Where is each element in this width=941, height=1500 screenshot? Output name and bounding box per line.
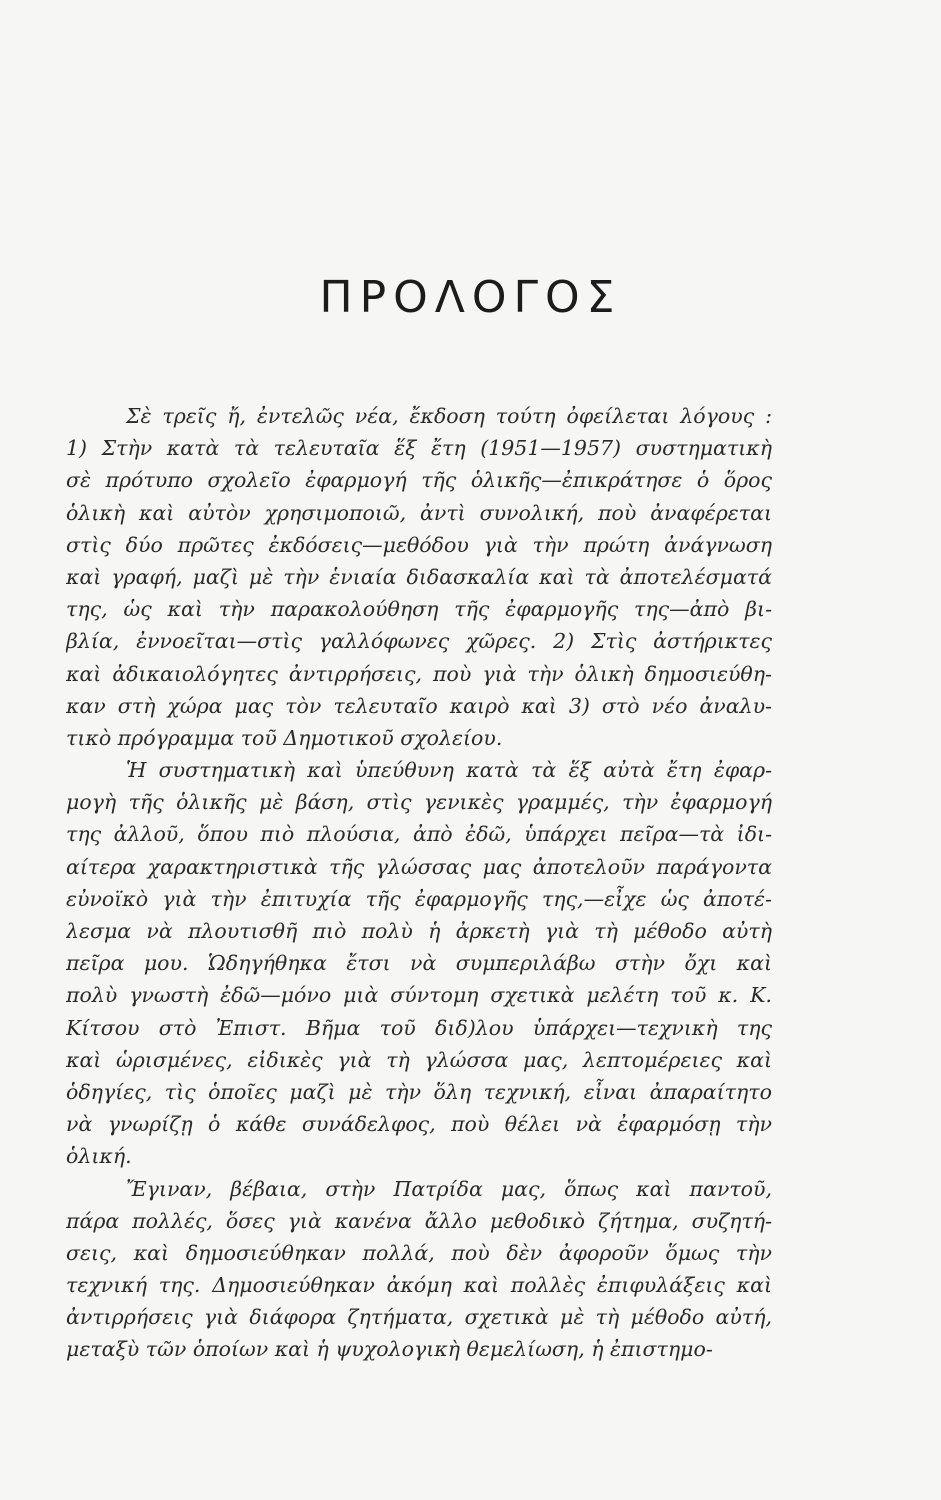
text-line: στὶς δύο πρῶτες ἐκδόσεις—μεθόδου γιὰ τὴν πρώτη ἀνάγνωση bbox=[66, 532, 772, 557]
text-line: 1) Στὴν κατὰ τὰ τελευταῖα ἕξ ἔτη (1951—1957) συστηματικὴ bbox=[66, 436, 772, 461]
text-line: μογὴ τῆς ὁλικῆς μὲ βάση, στὶς γενικὲς γραμμές, τὴν ἐφαρμογή bbox=[66, 790, 772, 815]
text-line: Σὲ τρεῖς ἤ, ἐντελῶς νέα, ἔκδοση τούτη ὀφείλεται λόγους : bbox=[126, 404, 772, 428]
text-line: λεσμα νὰ πλουτισθῆ πιὸ πολὺ ἡ ἀρκετὴ γιὰ τὴ μέθοδο αὐτὴ bbox=[66, 919, 772, 943]
text-line: ὁλική. bbox=[66, 1144, 132, 1169]
text-line: καὶ γραφή, μαζὶ μὲ τὴν ἑνιαία διδασκαλία καὶ τὰ ἀποτελέσματά bbox=[66, 564, 772, 589]
text-line: ὁλικὴ καὶ αὐτὸν χρησιμοποιῶ, ἀντὶ συνολική, ποὺ ἀναφέρεται bbox=[66, 500, 772, 525]
text-line: πάρα πολλές, ὅσες γιὰ κανένα ἄλλο μεθοδικὸ ζήτημα, συζητή- bbox=[66, 1208, 772, 1233]
text-line: της, ὡς καὶ τὴν παρακολούθηση τῆς ἐφαρμογῆς της—ἀπὸ βι- bbox=[66, 597, 772, 622]
text-line: βλία, ἐννοεῖται—στὶς γαλλόφωνες χῶρες. 2) Στὶς ἀστήρικτες bbox=[66, 629, 772, 654]
text-line: τικὸ πρόγραμμα τοῦ Δημοτικοῦ σχολείου. bbox=[66, 725, 503, 750]
text-line: νὰ γνωρίζῃ ὁ κάθε συνάδελφος, ποὺ θέλει νὰ ἐφαρμόσῃ τὴν bbox=[66, 1112, 772, 1137]
text-line: καν στὴ χώρα μας τὸν τελευταῖο καιρὸ καὶ 3) στὸ νέο ἀναλυ- bbox=[66, 693, 772, 718]
page-title: ΠΡΟΛΟΓΟΣ bbox=[319, 272, 622, 323]
text-line: καὶ ἀδικαιολόγητες ἀντιρρήσεις, ποὺ γιὰ τὴν ὁλικὴ δημοσιεύθη- bbox=[66, 661, 772, 686]
text-line: σεις, καὶ δημοσιεύθηκαν πολλά, ποὺ δὲν ἀφοροῦν ὅμως τὴν bbox=[66, 1240, 772, 1265]
text-line: Ἡ συστηματικὴ καὶ ὑπεύθυνη κατὰ τὰ ἕξ αὐτὰ ἔτη ἐφαρ- bbox=[126, 758, 772, 783]
text-line: ἀντιρρήσεις γιὰ διάφορα ζητήματα, σχετικὰ μὲ τὴ μέθοδο αὐτή, bbox=[66, 1305, 772, 1330]
text-line: εὐνοϊκὸ γιὰ τὴν ἐπιτυχία τῆς ἐφαρμογῆς της,—εἶχε ὡς ἀποτέ- bbox=[66, 886, 772, 911]
preface-body bbox=[66, 400, 772, 1366]
text-line: αίτερα χαρακτηριστικὰ τῆς γλώσσας μας ἀποτελοῦν παράγοντα bbox=[66, 854, 772, 879]
text-line: τεχνική της. Δημοσιεύθηκαν ἀκόμη καὶ πολλὲς ἐπιφυλάξεις καὶ bbox=[66, 1273, 772, 1298]
text-line: πεῖρα μου. Ὡδηγήθηκα ἔτσι νὰ συμπεριλάβω στὴν ὄχι καὶ bbox=[66, 951, 772, 976]
text-line: ὁδηγίες, τὶς ὁποῖες μαζὶ μὲ τὴν ὅλη τεχνική, εἶναι ἀπαραίτητο bbox=[66, 1079, 772, 1104]
text-line: της ἀλλοῦ, ὅπου πιὸ πλούσια, ἀπὸ ἐδῶ, ὑπάρχει πεῖρα—τὰ ἰδι- bbox=[66, 822, 772, 847]
text-line: μεταξὺ τῶν ὁποίων καὶ ἡ ψυχολογικὴ θεμελίωση, ἡ ἐπιστημο- bbox=[66, 1337, 713, 1362]
text-line: πολὺ γνωστὴ ἐδῶ—μόνο μιὰ σύντομη σχετικὰ μελέτη τοῦ κ. Κ. bbox=[66, 983, 772, 1008]
text-line: Κίτσου στὸ Ἐπιστ. Βῆμα τοῦ διδ)λου ὑπάρχει—τεχνικὴ της bbox=[66, 1015, 772, 1040]
text-line: σὲ πρότυπο σχολεῖο ἐφαρμογή τῆς ὁλικῆς—ἐπικράτησε ὁ ὅρος bbox=[66, 468, 772, 493]
text-line: Ἔγιναν, βέβαια, στὴν Πατρίδα μας, ὅπως καὶ παντοῦ, bbox=[126, 1176, 772, 1201]
text-line: καὶ ὡρισμένες, εἰδικὲς γιὰ τὴ γλώσσα μας, λεπτομέρειες καὶ bbox=[66, 1047, 772, 1072]
